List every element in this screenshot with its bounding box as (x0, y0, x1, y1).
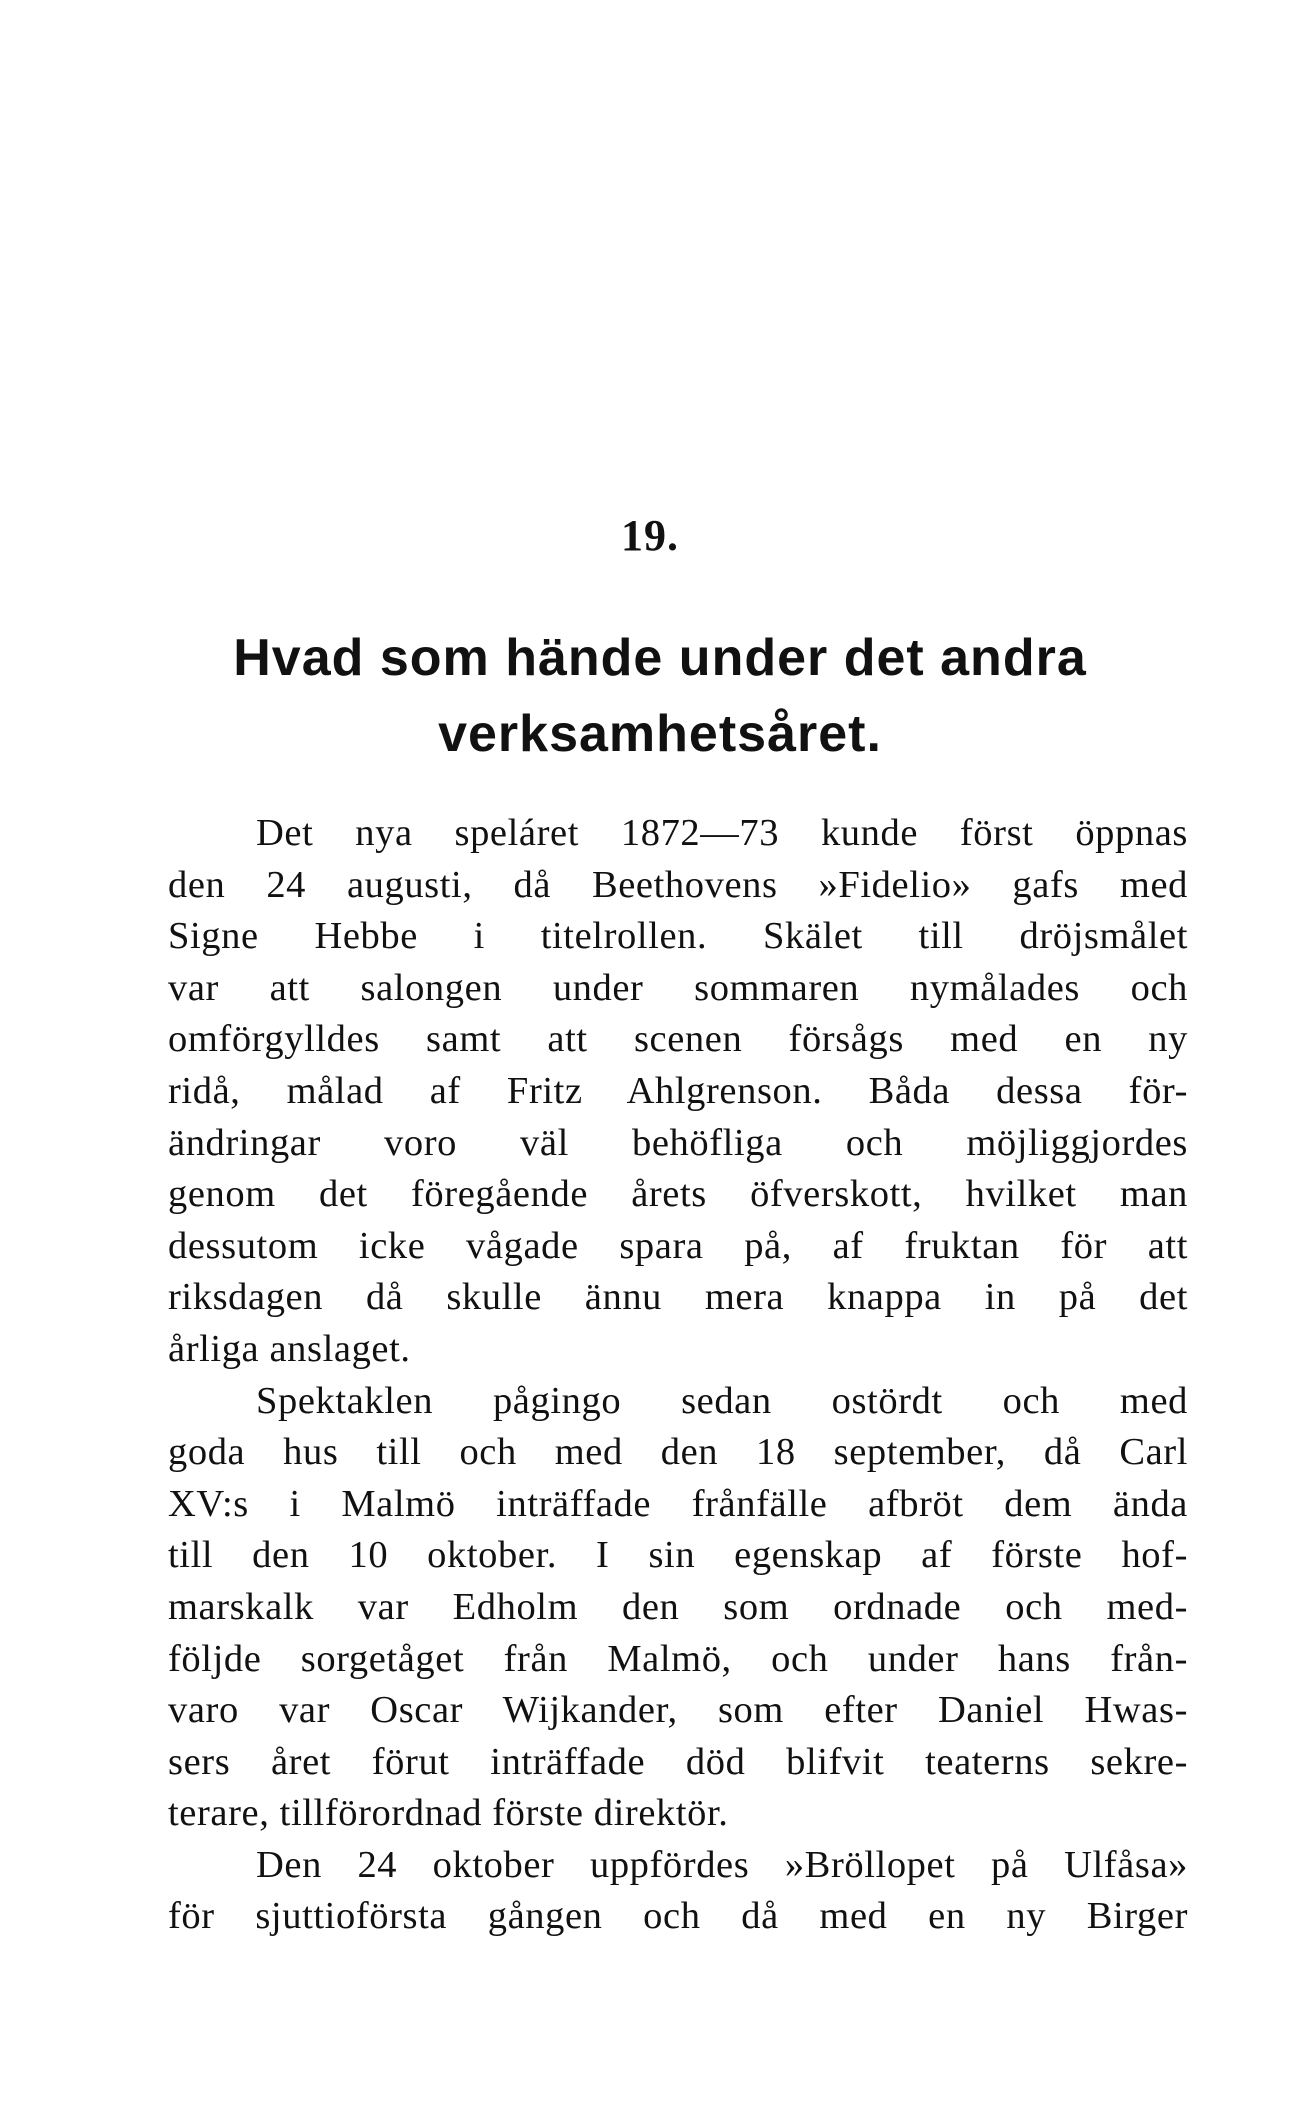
text-line: var att salongen under sommaren nymålades och (168, 966, 1188, 1009)
text-line: till den 10 oktober. I sin egenskap af förste hof- (168, 1534, 1188, 1577)
text-line: för sjuttioförsta gången och då med en ny Birger (168, 1895, 1188, 1938)
text-line: genom det föregående årets öfverskott, hvilket man (168, 1173, 1188, 1216)
text-line: omförgylldes samt att scenen försågs med en ny (168, 1018, 1188, 1061)
text-line: ridå, målad af Fritz Ahlgrenson. Båda dessa för- (168, 1069, 1188, 1112)
chapter-title (160, 620, 1160, 772)
text-line: riksdagen då skulle ännu mera knappa in på det (168, 1276, 1188, 1319)
text-line: följde sorgetåget från Malmö, och under hans från- (168, 1637, 1188, 1680)
text-line: Spektaklen pågingo sedan ostördt och med (256, 1379, 1188, 1422)
text-line: varo var Oscar Wijkander, som efter Daniel Hwas- (168, 1689, 1188, 1732)
text-line: marskalk var Edholm den som ordnade och med- (168, 1585, 1188, 1628)
text-line: ändringar voro väl behöfliga och möjliggjordes (168, 1121, 1188, 1164)
text-line: Det nya speláret 1872—73 kunde först öppnas (256, 812, 1188, 854)
chapter-title-line: Hvad som hände under det andra (233, 629, 1087, 687)
text-line: sers året förut inträffade död blifvit teaterns sekre- (168, 1740, 1188, 1783)
text-line: årliga anslaget. (168, 1327, 411, 1370)
text-line: goda hus till och med den 18 september, då Carl (168, 1431, 1188, 1474)
body-text (168, 808, 1188, 1943)
text-line: den 24 augusti, då Beethovens »Fidelio» gafs med (168, 863, 1188, 906)
text-line: dessutom icke vågade spara på, af fruktan för att (168, 1224, 1188, 1267)
chapter-title-line: verksamhetsåret. (438, 705, 882, 763)
text-line: Den 24 oktober uppfördes »Bröllopet på Ulfåsa» (256, 1843, 1188, 1886)
text-line: terare, tillförordnad förste direktör. (168, 1792, 729, 1835)
text-line: Signe Hebbe i titelrollen. Skälet till dröjsmålet (168, 915, 1188, 958)
chapter-number: 19. (621, 511, 679, 560)
text-line: XV:s i Malmö inträffade frånfälle afbröt dem ända (168, 1482, 1188, 1525)
